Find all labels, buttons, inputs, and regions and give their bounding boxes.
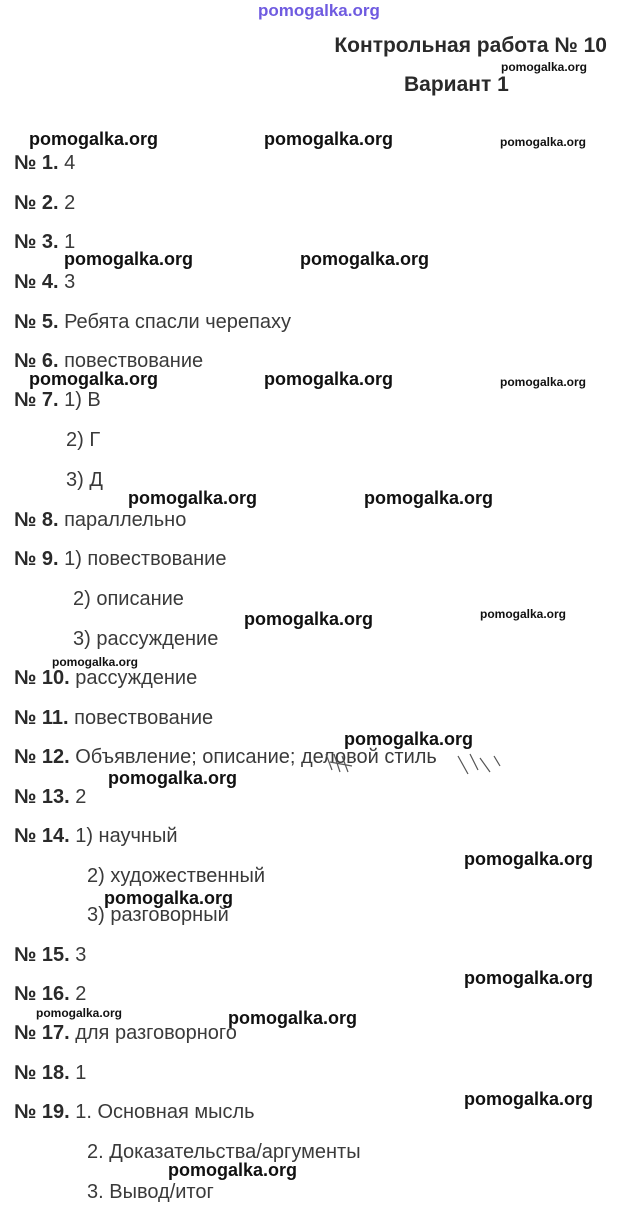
answer-5 <box>14 310 291 334</box>
answer-number: № 6. <box>14 350 59 372</box>
answer-number: № 1. <box>14 152 59 174</box>
watermark: pomogalka.org <box>464 1089 594 1109</box>
watermark: pomogalka.org <box>264 369 394 389</box>
watermark: pomogalka.org <box>244 609 374 629</box>
watermark: pomogalka.org <box>36 1006 123 1020</box>
answer-text: 2 <box>64 192 76 214</box>
answer-number: № 13. <box>14 786 70 808</box>
watermark: pomogalka.org <box>501 60 588 74</box>
variant-heading: Вариант 1 <box>404 73 509 96</box>
answer-19 <box>14 1100 255 1124</box>
answer-15 <box>14 943 86 967</box>
watermark: pomogalka.org <box>500 375 587 389</box>
top-watermark[interactable]: pomogalka.org <box>258 1 380 20</box>
answer-number: № 10. <box>14 667 70 689</box>
answer-16 <box>14 982 86 1006</box>
answer-10 <box>14 666 197 690</box>
answer-number: № 9. <box>14 548 59 570</box>
answer-text: 1) В <box>64 389 101 411</box>
watermark: pomogalka.org <box>52 655 139 669</box>
answer-text: повествование <box>64 350 204 372</box>
answer-number: № 4. <box>14 271 59 293</box>
answer-number: № 8. <box>14 509 59 531</box>
answer-2 <box>14 191 75 215</box>
answer-9-sub-3: 3) рассуждение <box>73 628 219 650</box>
answer-14-sub-2: 2) художественный <box>87 865 266 887</box>
answer-number: № 17. <box>14 1022 70 1044</box>
answer-text: Ребята спасли черепаху <box>64 311 292 333</box>
answer-text: рассуждение <box>75 667 198 689</box>
answer-14 <box>14 824 178 848</box>
answer-18 <box>14 1061 86 1085</box>
answer-1 <box>14 151 75 175</box>
answer-number: № 5. <box>14 311 59 333</box>
answer-number: № 7. <box>14 389 59 411</box>
answer-number: № 15. <box>14 944 70 966</box>
page-title: Контрольная работа № 10 <box>334 34 607 57</box>
answer-19-sub-2: 2. Доказательства/аргументы <box>87 1141 361 1163</box>
answer-number: № 12. <box>14 746 70 768</box>
answer-number: № 18. <box>14 1062 70 1084</box>
answer-number: № 16. <box>14 983 70 1005</box>
watermark: pomogalka.org <box>128 488 258 508</box>
answer-13 <box>14 785 86 809</box>
answer-text: 3 <box>64 271 76 293</box>
answer-number: № 19. <box>14 1101 70 1123</box>
answer-text: 1) научный <box>75 825 178 847</box>
watermark: pomogalka.org <box>108 768 238 788</box>
answer-7 <box>14 388 101 412</box>
answer-text: 3 <box>75 944 87 966</box>
answer-text: 2 <box>75 983 87 1005</box>
answer-4 <box>14 270 75 294</box>
watermark: pomogalka.org <box>500 135 587 149</box>
answer-number: № 14. <box>14 825 70 847</box>
answer-7-sub-3: 3) Д <box>66 469 103 491</box>
answer-14-sub-3: 3) разговорный <box>87 904 229 926</box>
watermark: pomogalka.org <box>29 129 159 149</box>
answer-8 <box>14 508 186 532</box>
answer-text: 1 <box>75 1062 87 1084</box>
answer-number: № 3. <box>14 231 59 253</box>
answer-text: для разговорного <box>75 1022 237 1044</box>
watermark: pomogalka.org <box>64 249 194 269</box>
answer-17 <box>14 1021 237 1045</box>
answer-number: № 11. <box>14 707 69 729</box>
watermark: pomogalka.org <box>104 888 234 908</box>
watermark: pomogalka.org <box>168 1160 298 1180</box>
answer-text: 1) повествование <box>64 548 227 570</box>
answer-9 <box>14 547 226 571</box>
answer-text: 1 <box>64 231 76 253</box>
watermark: pomogalka.org <box>300 249 430 269</box>
answer-number: № 2. <box>14 192 59 214</box>
answer-9-sub-2: 2) описание <box>73 588 184 610</box>
watermark: pomogalka.org <box>264 129 394 149</box>
watermark: pomogalka.org <box>364 488 494 508</box>
answer-7-sub-2: 2) Г <box>66 429 101 451</box>
pen-scribble <box>318 748 508 778</box>
watermark: pomogalka.org <box>344 729 474 749</box>
answer-text: Объявление; описание; деловой стиль <box>75 746 437 768</box>
answer-text: параллельно <box>64 509 187 531</box>
answer-19-sub-3: 3. Вывод/итог <box>87 1181 214 1203</box>
answer-text: повествование <box>74 707 214 729</box>
watermark: pomogalka.org <box>480 607 567 621</box>
answer-text: 1. Основная мысль <box>75 1101 255 1123</box>
answer-text: 2 <box>75 786 87 808</box>
watermark: pomogalka.org <box>29 369 159 389</box>
answer-text: 4 <box>64 152 76 174</box>
watermark: pomogalka.org <box>464 968 594 988</box>
watermark: pomogalka.org <box>464 849 594 869</box>
answer-11 <box>14 706 213 730</box>
watermark: pomogalka.org <box>228 1008 358 1028</box>
